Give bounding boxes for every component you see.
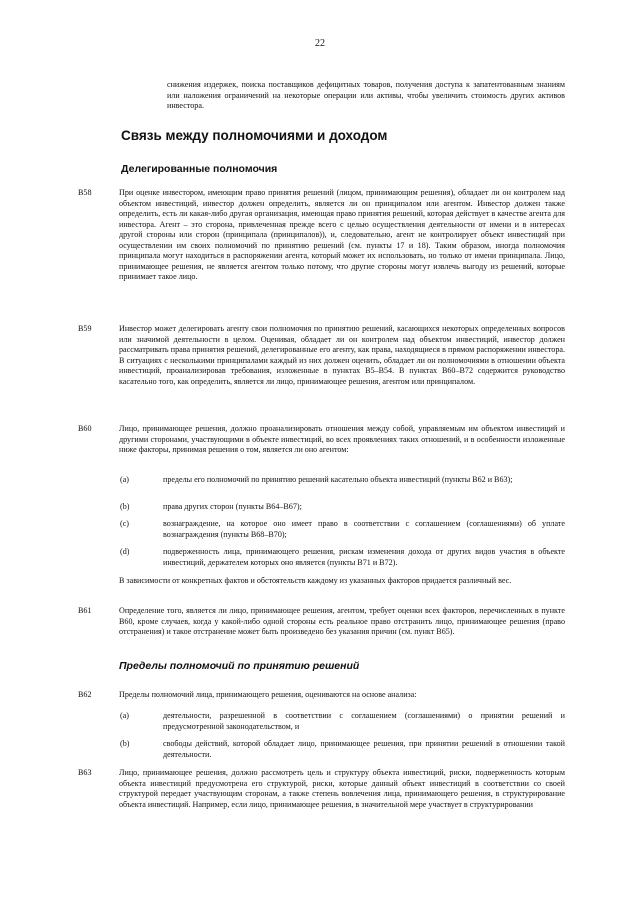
list-item-label: (a) — [120, 711, 129, 720]
paragraph-text: Лицо, принимающее решения, должно проанализировать отношения между собой, управляемым им объектом инвестиций и другими сторонами, участвующими в объекте инвестиций, во всех проявлениях таких отношений, и в особенности изложенные ниже факторы, принимая решения о том, является ли оно агентом: — [119, 424, 565, 455]
subsection-title-decision-limits: Пределы полномочий по принятию решений — [119, 660, 360, 672]
paragraph-text: В зависимости от конкретных фактов и обстоятельств каждому из указанных факторов придается различный вес. — [119, 576, 512, 585]
list-item-label: (c) — [120, 519, 129, 528]
list-item-text: права других сторон (пункты B64–B67); — [163, 502, 302, 511]
list-item-text: подверженность лица, принимающего решения, рискам изменения дохода от других видов участия в объекте инвестиций, держателем которых оно является (пункты B71 и B72). — [163, 547, 565, 567]
section-title: Связь между полномочиями и доходом — [121, 128, 388, 143]
list-item-label: (b) — [120, 739, 130, 748]
list-item-label: (a) — [120, 475, 129, 484]
paragraph-number: B63 — [78, 768, 92, 777]
paragraph-number: B60 — [78, 424, 92, 433]
paragraph-text: Лицо, принимающее решения, должно рассмотреть цель и структуру объекта инвестиций, риски, подверженность которым объекта инвестиций предусмотрена его структурой, риски, которые данный объект инвестиций в соответствии со своей структурой передает участвующим сторонам, а также степень вовлечения лица, принимающего решения, в структурирование объекта инвестиций. Например, если лицо, принимающее решения, в значительной мере участвует в структурировании — [119, 768, 565, 809]
paragraph-number: B59 — [78, 324, 92, 333]
list-item-label: (b) — [120, 502, 130, 511]
list-item-label: (d) — [120, 547, 130, 556]
subsection-title-delegated-powers: Делегированные полномочия — [121, 163, 278, 175]
paragraph-text: Определение того, является ли лицо, принимающее решения, агентом, требует оценки всех факторов, перечисленных в пункте B60, кроме случаев, когда у какой-либо одной стороны есть реальное право отстранить лицо, принимающее решения (право отстранения) и такое отстранение может быть произведено без указания причин (см. пункт B65). — [119, 606, 565, 637]
paragraph-text: Пределы полномочий лица, принимающего решения, оцениваются на основе анализа: — [119, 690, 417, 699]
list-item-text: деятельности, разрешенной в соответствии с соглашением (соглашениями) о принятии решений и предусмотренной законодательством, и — [163, 711, 565, 731]
list-item-text: вознаграждение, на которое оно имеет право в соответствии с соглашением (соглашениями) об уплате вознаграждения (пункты B68–B70); — [163, 519, 565, 539]
intro-paragraph: снижения издержек, поиска поставщиков дефицитных товаров, получения доступа к запатентованным знаниям или наложения ограничений на некоторые операции или активы, чтобы увеличить стоимость других активов инвестора. — [167, 80, 565, 111]
paragraph-number: B61 — [78, 606, 92, 615]
paragraph-number: B62 — [78, 690, 92, 699]
list-item-text: пределы его полномочий по принятию решений касательно объекта инвестиций (пункты B62 и B63); — [163, 475, 513, 484]
paragraph-text: При оценке инвестором, имеющим право принятия решений (лицом, принимающим решения), обладает ли он контролем над объектом инвестиций, инвестор должен определить, является ли он принципалом или агентом. Инвестор должен также определить, есть ли какая-либо другая организация, имеющая право принятия решений, которая действует в качестве агента для инвестора. Агент – это сторона, привлеченная прежде всего с целью осуществления деятельности от имени и в интересах другой стороны или сторон (принципала (принципалов)), и, следовательно, агент не контролирует объект инвестиций при осуществлении им своих полномочий по принятию решений (см. пункты 17 и 18). Таким образом, иногда полномочия принципала могут находиться в распоряжении агента, который может их использовать, но только от имени принципала. Лицо, принимающее решения, не является агентом только потому, что другие стороны могут извлечь выгоду из решений, которые принимает такое лицо. — [119, 188, 565, 282]
paragraph-text: Инвестор может делегировать агенту свои полномочия по принятию решений, касающихся некоторых определенных вопросов или значимой деятельности в целом. Оценивая, обладает ли он контролем над объектом инвестиций, инвестор должен рассматривать права принятия решений, делегированные его агенту, как права, находящиеся в прямом распоряжении инвестора. В ситуациях с несколькими принципалами каждый из них должен оценить, обладает ли он полномочиями в отношении объекта инвестиций, проанализировав требования, изложенные в пунктах B5–B54. В пунктах B60–B72 содержится руководство касательно того, как определить, является ли лицо, принимающее решения, агентом или принципалом. — [119, 324, 565, 386]
page-number: 22 — [315, 38, 325, 49]
paragraph-number: B58 — [78, 188, 92, 197]
list-item-text: свободы действий, которой обладает лицо, принимающее решения, при принятии решений в отношении такой деятельности. — [163, 739, 565, 759]
